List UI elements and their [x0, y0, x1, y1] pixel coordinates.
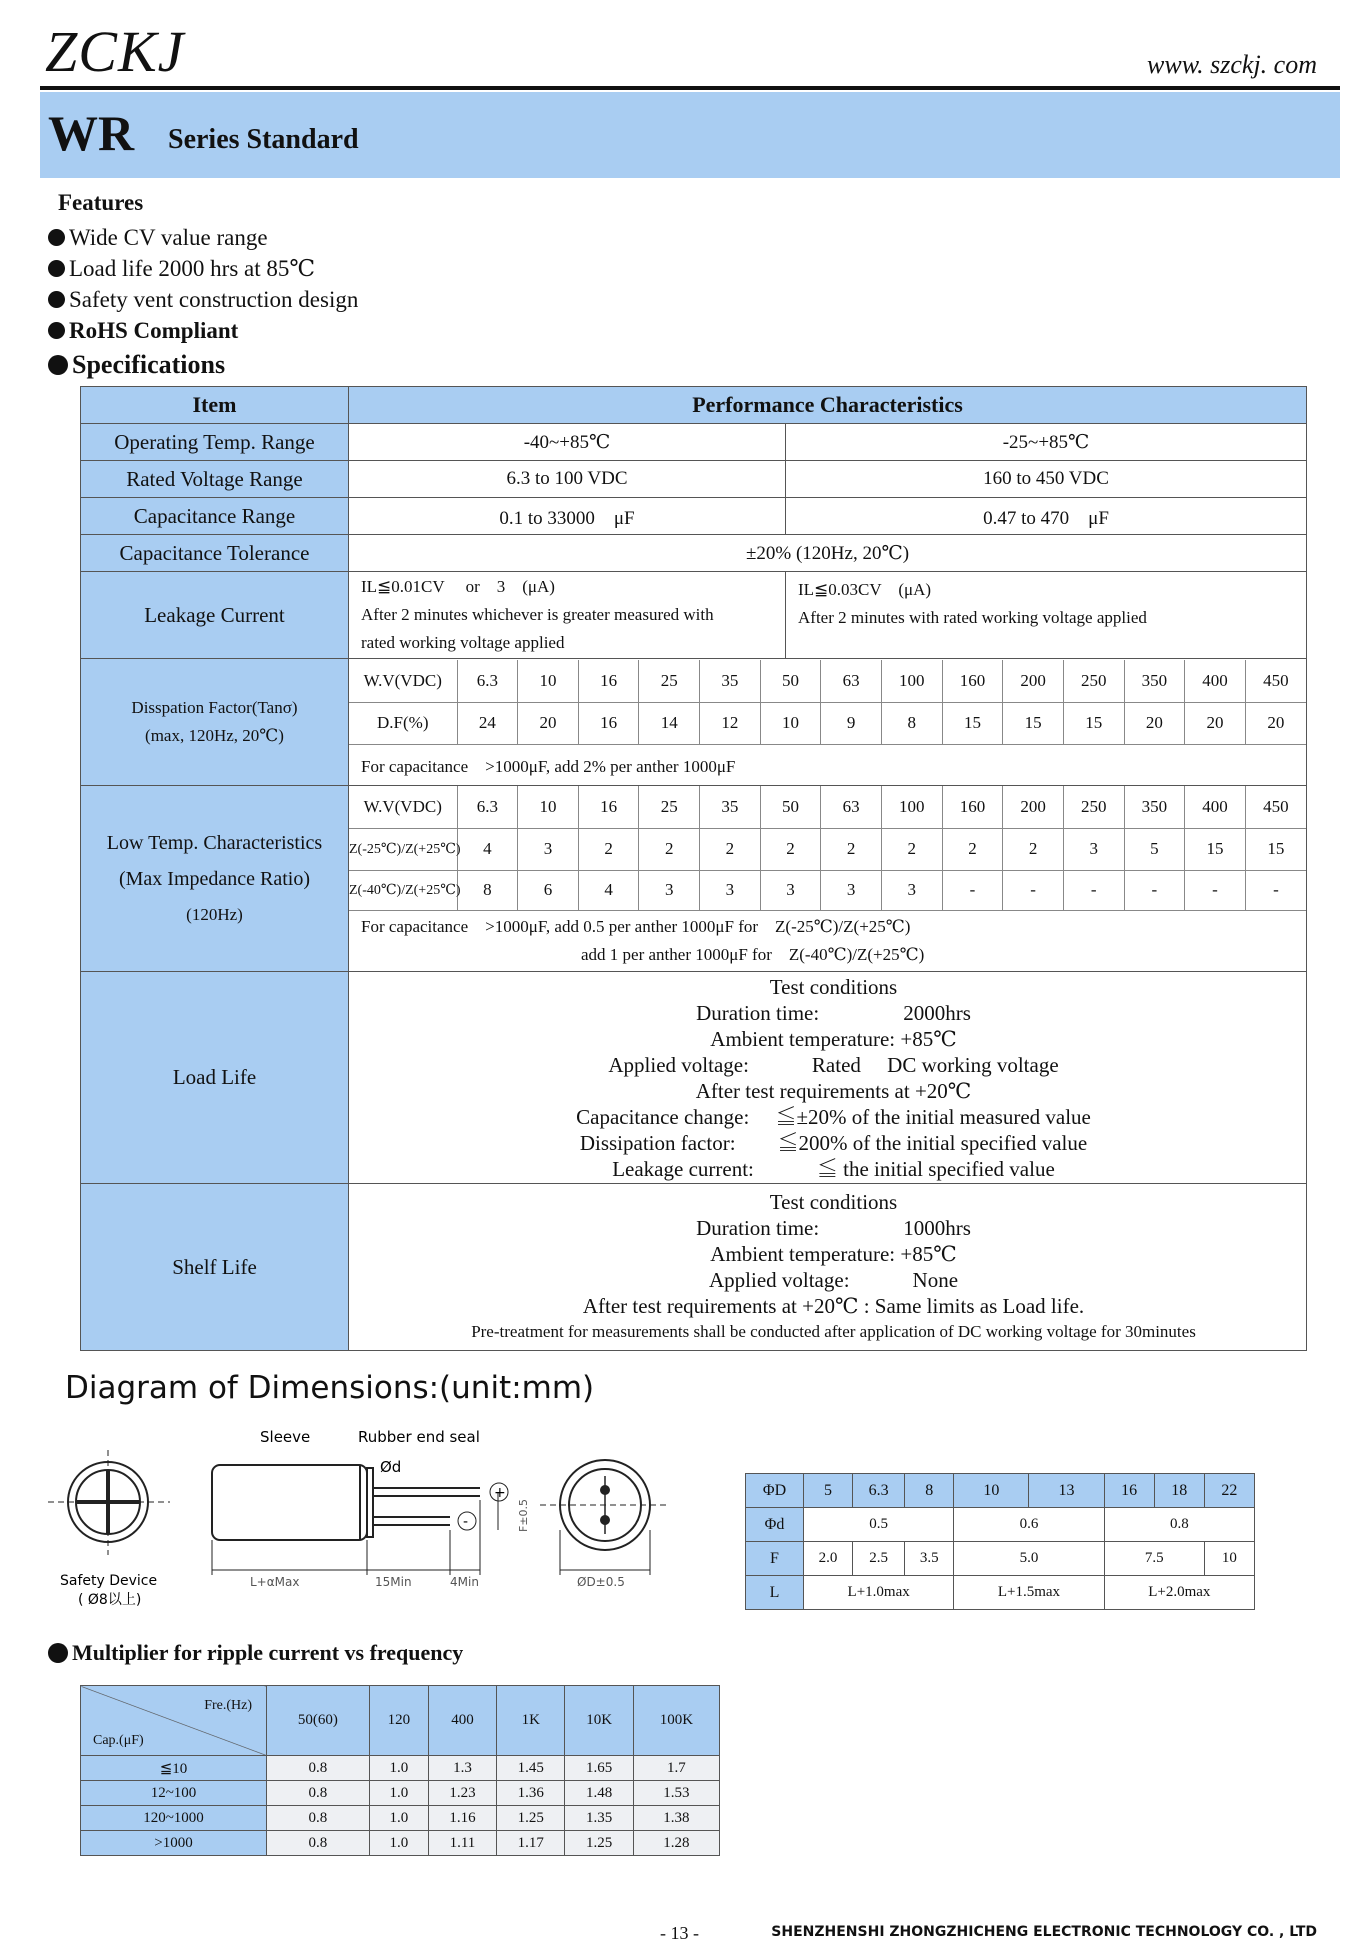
op-temp-a: -40~+85℃ — [349, 424, 786, 461]
lt-r2-cell: - — [1124, 870, 1185, 910]
lead-4min-label: 4Min — [450, 1575, 479, 1589]
capacitance-a: 0.1 to 33000 μF — [349, 498, 786, 535]
brand-logo: ZCKJ — [45, 19, 185, 84]
ripple-corner-cell — [81, 1686, 267, 1756]
lt-wv-cell: 6.3 — [457, 786, 518, 828]
lt-r1-cell: 2 — [942, 828, 1003, 870]
df-cell — [349, 659, 1307, 786]
df-value-cell: 8 — [881, 702, 942, 744]
ripple-value-cell: 0.8 — [267, 1806, 370, 1831]
dim-L-cell: L+1.0max — [804, 1576, 954, 1610]
freq-header: 100K — [633, 1686, 719, 1756]
lt-wv-cell: 35 — [700, 786, 761, 828]
page-number: - 13 - — [660, 1923, 699, 1943]
lt-r2-cell: 8 — [457, 870, 518, 910]
ripple-heading: Multiplier for ripple current vs frequency — [48, 1640, 463, 1666]
dim-D-cell: 18 — [1154, 1474, 1204, 1508]
lead-15min-label: 15Min — [375, 1575, 412, 1589]
lt-wv-label: W.V(VDC) — [349, 786, 457, 828]
df-value-cell: 15 — [1003, 702, 1064, 744]
freq-header: 400 — [428, 1686, 496, 1756]
loadlife-text: Test conditions Duration time: 2000hrs Ambient temperature: +85℃ Applied voltage: Rated DC working voltage After test requirements at +20℃ Capacitance change: ≦±20% of the initial measured value Dissipation factor: ≦200% of the initial specified value Leakage current: ≦ the initial specified value — [349, 972, 1307, 1184]
ripple-value-cell: 1.25 — [497, 1806, 565, 1831]
lt-r2-cell: - — [1185, 870, 1246, 910]
col-perf-header: Performance Characteristics — [349, 387, 1307, 424]
df-value-cell: 15 — [1063, 702, 1124, 744]
dim-D-label: ΦD — [746, 1474, 804, 1508]
freq-header: 120 — [369, 1686, 428, 1756]
dim-F-cell: 2.5 — [853, 1542, 905, 1576]
website-url[interactable]: www. szckj. com — [1147, 50, 1317, 79]
loadlife-label: Load Life — [81, 972, 349, 1184]
page-title: Series Standard — [168, 124, 359, 155]
bullet-icon — [48, 260, 65, 277]
df-wv-cell: 63 — [821, 660, 882, 702]
pitch-label: F±0.5 — [517, 1498, 530, 1532]
capacitor-end-view — [540, 1460, 670, 1575]
ripple-value-cell: 1.48 — [565, 1781, 633, 1806]
dimension-diagram — [40, 1420, 690, 1620]
ripple-value-cell: 1.65 — [565, 1756, 633, 1781]
features-list — [48, 222, 358, 346]
df-wv-cell: 10 — [518, 660, 579, 702]
lt-wv-cell: 16 — [578, 786, 639, 828]
lt-r1-cell: 3 — [1063, 828, 1124, 870]
lt-r2-cell: 4 — [578, 870, 639, 910]
feature-item: Safety vent construction design — [48, 284, 358, 315]
df-value-cell: 14 — [639, 702, 700, 744]
ripple-value-cell: 1.0 — [369, 1781, 428, 1806]
ripple-value-cell: 0.8 — [267, 1781, 370, 1806]
voltage-b: 160 to 450 VDC — [786, 461, 1307, 498]
safety-device-view — [48, 1450, 170, 1555]
lt-wv-cell: 100 — [881, 786, 942, 828]
lt-wv-cell: 200 — [1003, 786, 1064, 828]
ripple-row — [81, 1806, 720, 1831]
rubber-seal-label: Rubber end seal — [358, 1428, 480, 1446]
dim-F-cell: 10 — [1204, 1542, 1254, 1576]
lt-r1-label: Z(-25℃)/Z(+25℃) — [349, 828, 457, 870]
df-df-label: D.F(%) — [349, 702, 457, 744]
features-heading: Features — [58, 190, 144, 215]
lt-r2-cell: - — [1003, 870, 1064, 910]
df-table — [349, 660, 1306, 784]
diagram-heading: Diagram of Dimensions:(unit:mm) — [65, 1370, 595, 1406]
dim-F-cell: 5.0 — [954, 1542, 1104, 1576]
voltage-label: Rated Voltage Range — [81, 461, 349, 498]
feature-item: Load life 2000 hrs at 85℃ — [48, 253, 358, 284]
ripple-value-cell: 1.0 — [369, 1831, 428, 1856]
ripple-value-cell: 1.36 — [497, 1781, 565, 1806]
ripple-value-cell: 1.17 — [497, 1831, 565, 1856]
lt-wv-cell: 400 — [1185, 786, 1246, 828]
diameter-label: ØD±0.5 — [577, 1575, 625, 1589]
lt-r2-cell: 6 — [518, 870, 579, 910]
df-wv-cell: 350 — [1124, 660, 1185, 702]
company-name: SHENZHENSHI ZHONGZHICHENG ELECTRONIC TECHNOLOGY CO. , LTD — [771, 1924, 1317, 1940]
dim-L-cell: L+1.5max — [954, 1576, 1104, 1610]
op-temp-b: -25~+85℃ — [786, 424, 1307, 461]
specifications-table — [80, 386, 1307, 1351]
lt-r2-cell: - — [1245, 870, 1306, 910]
freq-axis-label: Fre.(Hz) — [204, 1698, 252, 1713]
dim-F-cell: 7.5 — [1104, 1542, 1204, 1576]
ripple-value-cell: 1.16 — [428, 1806, 496, 1831]
df-value-cell: 16 — [578, 702, 639, 744]
leakage-label: Leakage Current — [81, 572, 349, 659]
bullet-icon — [48, 355, 68, 375]
df-wv-label: W.V(VDC) — [349, 660, 457, 702]
df-value-cell: 9 — [821, 702, 882, 744]
df-value-cell: 20 — [1185, 702, 1246, 744]
lowtemp-label: Low Temp. Characteristics (Max Impedance Ratio) (120Hz) — [81, 786, 349, 972]
dim-L-cell: L+2.0max — [1104, 1576, 1254, 1610]
lt-wv-cell: 25 — [639, 786, 700, 828]
ripple-value-cell: 1.23 — [428, 1781, 496, 1806]
lt-r2-cell: - — [1063, 870, 1124, 910]
freq-header: 1K — [497, 1686, 565, 1756]
lt-r2-cell: 3 — [700, 870, 761, 910]
length-label: L+αMax — [250, 1575, 300, 1589]
ripple-value-cell: 1.3 — [428, 1756, 496, 1781]
dim-F-cell: 2.0 — [804, 1542, 853, 1576]
freq-header: 10K — [565, 1686, 633, 1756]
shelflife-text: Test conditions Duration time: 1000hrs Ambient temperature: +85℃ Applied voltage: None After test requirements at +20℃ : Same limits as Load life. Pre-treatment for measurements shall be conducted after application of DC working voltage for 30minutes — [349, 1184, 1307, 1351]
df-value-cell: 24 — [457, 702, 518, 744]
ripple-value-cell: 1.25 — [565, 1831, 633, 1856]
df-wv-cell: 50 — [760, 660, 821, 702]
lead-diameter-label: Ød — [380, 1458, 402, 1476]
ripple-value-cell: 1.45 — [497, 1756, 565, 1781]
lt-wv-cell: 250 — [1063, 786, 1124, 828]
dim-D-cell: 22 — [1204, 1474, 1254, 1508]
ripple-table — [80, 1685, 720, 1856]
feature-item: RoHS Compliant — [48, 315, 358, 346]
df-wv-cell: 250 — [1063, 660, 1124, 702]
lt-r2-label: Z(-40℃)/Z(+25℃) — [349, 870, 457, 910]
df-value-cell: 20 — [1245, 702, 1306, 744]
tolerance-label: Capacitance Tolerance — [81, 535, 349, 572]
plus-terminal-icon: + — [494, 1485, 506, 1501]
bullet-icon — [48, 229, 65, 246]
voltage-a: 6.3 to 100 VDC — [349, 461, 786, 498]
bullet-icon — [48, 322, 65, 339]
ripple-value-cell: 1.38 — [633, 1806, 719, 1831]
minus-terminal-icon: - — [463, 1514, 469, 1530]
bullet-icon — [48, 291, 65, 308]
dim-D-cell: 6.3 — [853, 1474, 905, 1508]
lt-r1-cell: 3 — [518, 828, 579, 870]
lt-wv-cell: 50 — [760, 786, 821, 828]
lt-wv-cell: 63 — [821, 786, 882, 828]
df-value-cell: 10 — [760, 702, 821, 744]
lowtemp-table — [349, 786, 1306, 971]
feature-item: Wide CV value range — [48, 222, 358, 253]
lt-r1-cell: 2 — [700, 828, 761, 870]
dim-D-cell: 8 — [905, 1474, 954, 1508]
lt-r1-cell: 15 — [1245, 828, 1306, 870]
sleeve-label: Sleeve — [260, 1428, 311, 1446]
ripple-value-cell: 1.11 — [428, 1831, 496, 1856]
df-wv-cell: 160 — [942, 660, 1003, 702]
df-wv-cell: 450 — [1263, 670, 1289, 690]
df-wv-cell: 100 — [881, 660, 942, 702]
capacitance-b: 0.47 to 470 μF — [786, 498, 1307, 535]
col-item-header: Item — [81, 387, 349, 424]
ripple-row — [81, 1781, 720, 1806]
safety-device-label: Safety Device — [60, 1573, 158, 1589]
op-temp-label: Operating Temp. Range — [81, 424, 349, 461]
lt-r1-cell: 2 — [578, 828, 639, 870]
lt-wv-cell: 160 — [942, 786, 1003, 828]
lt-r1-cell: 5 — [1124, 828, 1185, 870]
ripple-value-cell: 1.7 — [633, 1756, 719, 1781]
dim-D-cell: 16 — [1104, 1474, 1154, 1508]
df-value-cell: 20 — [1124, 702, 1185, 744]
dim-d-label: Φd — [746, 1508, 804, 1542]
lt-wv-cell: 350 — [1124, 786, 1185, 828]
ripple-value-cell: 1.35 — [565, 1806, 633, 1831]
series-code: WR — [48, 105, 135, 161]
ripple-value-cell: 0.8 — [267, 1756, 370, 1781]
df-wv-cell: 16 — [578, 660, 639, 702]
lt-wv-cell: 450 — [1263, 796, 1289, 816]
dim-F-label: F — [746, 1542, 804, 1576]
lt-r1-cell: 2 — [821, 828, 882, 870]
dim-D-cell: 5 — [804, 1474, 853, 1508]
safety-device-note: ( Ø8以上) — [78, 1592, 142, 1608]
lt-r2-cell: 3 — [881, 870, 942, 910]
lt-r1-cell: 2 — [639, 828, 700, 870]
dim-d-cell: 0.6 — [954, 1508, 1104, 1542]
ripple-value-cell: 1.28 — [633, 1831, 719, 1856]
df-wv-cell: 35 — [700, 660, 761, 702]
lt-r2-cell: 3 — [821, 870, 882, 910]
lt-r2-cell: 3 — [639, 870, 700, 910]
ripple-value-cell: 0.8 — [267, 1831, 370, 1856]
dim-D-cell: 10 — [954, 1474, 1029, 1508]
df-wv-cell: 6.3 — [457, 660, 518, 702]
ripple-row — [81, 1831, 720, 1856]
ripple-cap-cell: 12~100 — [81, 1781, 267, 1806]
freq-header: 50(60) — [267, 1686, 370, 1756]
ripple-value-cell: 1.0 — [369, 1756, 428, 1781]
dim-D-cell: 13 — [1029, 1474, 1104, 1508]
ripple-cap-cell: >1000 — [81, 1831, 267, 1856]
df-note: For capacitance >1000μF, add 2% per anther 1000μF — [349, 744, 1306, 784]
df-label: Disspation Factor(Tanσ) (max, 120Hz, 20℃) — [81, 659, 349, 786]
df-wv-cell: 400 — [1185, 660, 1246, 702]
leakage-a: IL≦0.01CV or 3 (μA) After 2 minutes whichever is greater measured with rated working voltage applied — [349, 572, 786, 659]
ripple-cap-cell: ≦10 — [81, 1756, 267, 1781]
lowtemp-cell — [349, 786, 1307, 972]
df-value-cell: 20 — [518, 702, 579, 744]
lt-notes: For capacitance >1000μF, add 0.5 per anther 1000μF for Z(-25℃)/Z(+25℃) add 1 per anther 1000μF for Z(-40℃)/Z(+25℃) — [349, 910, 1306, 971]
lt-r1-cell: 2 — [760, 828, 821, 870]
shelflife-label: Shelf Life — [81, 1184, 349, 1351]
df-wv-cell: 25 — [639, 660, 700, 702]
lt-r1-cell: 2 — [881, 828, 942, 870]
capacitance-label: Capacitance Range — [81, 498, 349, 535]
tolerance-value: ±20% (120Hz, 20℃) — [349, 535, 1307, 572]
header-rule — [40, 86, 1340, 90]
dim-F-cell: 3.5 — [905, 1542, 954, 1576]
lt-r1-cell: 2 — [1003, 828, 1064, 870]
bullet-icon — [48, 1643, 68, 1663]
ripple-row — [81, 1756, 720, 1781]
lt-r1-cell: 15 — [1185, 828, 1246, 870]
df-wv-cell: 200 — [1003, 660, 1064, 702]
ripple-value-cell: 1.53 — [633, 1781, 719, 1806]
cap-axis-label: Cap.(μF) — [93, 1733, 144, 1748]
df-value-cell: 15 — [942, 702, 1003, 744]
lt-wv-cell: 10 — [518, 786, 579, 828]
dim-d-cell: 0.5 — [804, 1508, 954, 1542]
leakage-b: IL≦0.03CV (μA) After 2 minutes with rated working voltage applied — [786, 572, 1307, 659]
df-value-cell: 12 — [700, 702, 761, 744]
lt-r1-cell: 4 — [457, 828, 518, 870]
dim-L-label: L — [746, 1576, 804, 1610]
ripple-value-cell: 1.0 — [369, 1806, 428, 1831]
lt-r2-cell: - — [942, 870, 1003, 910]
dimensions-table — [745, 1473, 1255, 1610]
dim-d-cell: 0.8 — [1104, 1508, 1254, 1542]
lt-r2-cell: 3 — [760, 870, 821, 910]
specifications-heading: Specifications — [48, 350, 225, 380]
ripple-cap-cell: 120~1000 — [81, 1806, 267, 1831]
